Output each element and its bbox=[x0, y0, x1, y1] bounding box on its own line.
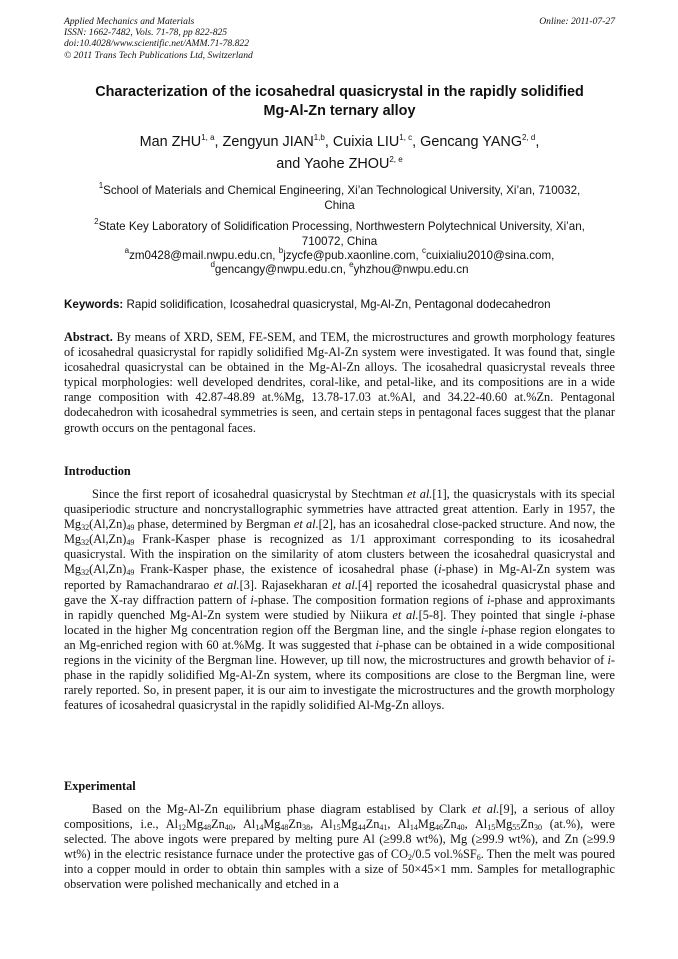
exp-text: /0.5 vol.%SF bbox=[411, 847, 477, 862]
i-phase: i bbox=[438, 562, 442, 577]
subscript: 6 bbox=[476, 853, 481, 863]
intro-text: [5-8]. They pointed that single bbox=[418, 607, 580, 622]
subscript: 49 bbox=[126, 523, 135, 533]
subscript: 32 bbox=[81, 523, 90, 533]
subscript: 40 bbox=[456, 823, 465, 833]
element-mg: Mg bbox=[417, 817, 435, 832]
subscript: 38 bbox=[302, 823, 311, 833]
affiliation-2-sup: 2 bbox=[94, 217, 99, 226]
separator: , bbox=[232, 817, 243, 832]
keywords bbox=[64, 297, 615, 312]
emails-line-1 bbox=[64, 246, 615, 263]
subscript: 44 bbox=[357, 823, 366, 833]
email-list bbox=[64, 246, 615, 277]
affiliation-2-line-2: 710072, China bbox=[301, 235, 378, 248]
exp-text: (at.%), were selected. The above ingots were prepared by melting pure Al (≥99.8 wt%), Mg (≥99.9 wt%), and Zn (≥99.9 wt%) in the electric resistance furnace under the protective gas of CO bbox=[64, 817, 615, 862]
subscript: 14 bbox=[255, 823, 264, 833]
exp-text: . Then the melt was poured into a copper mould in order to obtain thin samples with a size of 50×45×1 mm. Samples for metallographic observation were polished mechanically and etched in a bbox=[64, 847, 616, 892]
intro-text: -phase region elongates to an Mg-enriched region with 60 at.%Mg. It was suggested that bbox=[64, 622, 615, 652]
emails-line-2 bbox=[64, 260, 615, 277]
experimental-heading: Experimental bbox=[64, 779, 136, 793]
subscript: 15 bbox=[332, 823, 341, 833]
author-3: Cuixia LIU bbox=[332, 134, 400, 150]
intro-text: [2], has an icosahedral close-packed structure. And now, the Mg bbox=[64, 517, 615, 547]
email-e-sup: e bbox=[349, 260, 354, 269]
affiliation-1-line-1 bbox=[64, 183, 615, 198]
intro-text: phase, determined by Bergman bbox=[134, 517, 294, 532]
journal-header bbox=[64, 16, 615, 61]
doi-line: doi:10.4028/www.scientific.net/AMM.71-78.822 bbox=[64, 38, 250, 50]
author-5-sup: 2, e bbox=[389, 155, 403, 164]
author-2-sup: 1,b bbox=[313, 133, 325, 142]
intro-etal: et al. bbox=[392, 607, 419, 622]
subscript: 32 bbox=[81, 568, 90, 578]
keywords-text: Rapid solidification, Icosahedral quasicrystal, Mg-Al-Zn, Pentagonal dodecahedron bbox=[126, 298, 551, 311]
intro-etal: et al. bbox=[332, 577, 358, 592]
element-zn: Zn bbox=[520, 817, 534, 832]
element-al: Al bbox=[397, 817, 410, 832]
exp-etal: et al. bbox=[472, 802, 500, 816]
affiliation-1-text: School of Materials and Chemical Engineering, Xi’an Technological University, Xi’an, 710032, bbox=[103, 184, 581, 197]
author-list bbox=[64, 131, 615, 175]
experimental-paragraph bbox=[64, 802, 615, 893]
abstract-text: By means of XRD, SEM, FE-SEM, and TEM, the microstructures and growth morphology features of icosahedral quasicrystal for rapidly solidified Mg-Al-Zn system were investigated. It was found that, single icosahedral quasicrystal can be obtained in the Mg-Al-Zn alloys. The icosahedral quasicrystal reveals three typical morphologies: well developed dendrites, coral-like, and petal-like, and its compositions are in a wide range composition with 42.87-48.89 at.%Mg, 13.78-17.03 at.%Al, and 34.22-40.60 at.%Zn. Pentagonal dodecahedron with icosahedral symmetries is seen, and certain steps in pentagonal faces suggest that the planar growth occurs on the pentagonal faces. bbox=[64, 330, 615, 435]
keywords-label: Keywords: bbox=[64, 298, 124, 311]
affiliation-1 bbox=[64, 183, 615, 213]
element-al: Al bbox=[243, 817, 256, 832]
element-mg: Mg bbox=[340, 817, 358, 832]
intro-text: -phase and approximants in rapidly quenched Mg-Al-Zn system were studied by Niikura bbox=[64, 592, 616, 622]
intro-text: [1], the quasicrystals with its special quasiperiodic structure and noncrystallographic symmetries have attracted great attention. Early in 1957, the Mg bbox=[64, 487, 615, 532]
title-line-1: Characterization of the icosahedral quasicrystal in the rapidly solidified bbox=[95, 84, 584, 100]
affiliation-2-text: State Key Laboratory of Solidification Processing, Northwestern Polytechnical University, Xi’an, bbox=[98, 220, 585, 233]
intro-etal: et al. bbox=[407, 487, 433, 501]
affiliation-2-line-1 bbox=[64, 219, 615, 234]
exp-text: [9], a serious of alloy compositions, i.e., Al bbox=[64, 802, 615, 832]
element-mg: Mg bbox=[186, 817, 204, 832]
separator: , bbox=[464, 817, 475, 832]
subscript: 15 bbox=[487, 823, 496, 833]
subscript: 32 bbox=[81, 538, 90, 548]
title-line-2: Mg-Al-Zn ternary alloy bbox=[263, 103, 416, 119]
email-a[interactable]: zm0428@mail.nwpu.edu.cn, bbox=[129, 249, 276, 262]
intro-text: Since the first report of icosahedral quasicrystal by Stechtman bbox=[92, 487, 408, 501]
element-al: Al bbox=[320, 817, 333, 832]
subscript: 40 bbox=[224, 823, 233, 833]
journal-name: Applied Mechanics and Materials bbox=[64, 16, 195, 27]
authors-line-2 bbox=[64, 153, 615, 175]
element-zn: Zn bbox=[365, 817, 380, 832]
intro-text: Frank-Kasper phase, the existence of icosahedral phase ( bbox=[134, 562, 439, 577]
email-d[interactable]: gencangy@nwpu.edu.cn, bbox=[214, 263, 346, 276]
element-al: Al bbox=[474, 817, 488, 832]
email-c[interactable]: cuixialiu2010@sina.com, bbox=[425, 249, 555, 262]
authors-line-1: Man ZHU$^{1, a}$, Zengyun JIAN$^{1,b}$, Cuixia LIU$^{1, c}$, Gencang YANG$^{2, d}$, bbox=[139, 133, 540, 150]
author-3-sup: 1, c bbox=[399, 133, 413, 142]
element-zn: Zn bbox=[443, 817, 457, 832]
affiliation-1-sup: 1 bbox=[98, 181, 104, 190]
affiliation-2 bbox=[64, 219, 615, 249]
intro-text: -phase) in Mg-Al-Zn system was reported by Ramachandrarao bbox=[64, 562, 616, 592]
subscript: 49 bbox=[126, 538, 135, 548]
intro-text: (Al,Zn) bbox=[89, 562, 127, 577]
element-zn: Zn bbox=[211, 817, 225, 832]
email-d-sup: d bbox=[210, 260, 215, 269]
intro-text: Frank-Kasper phase is recognized as 1/1 approximant corresponding to its icosahedral quasicrystal. With the inspiration on the similarity of atom clusters between the icosahedral quasicrystal and Mg bbox=[64, 532, 615, 577]
issn-line: ISSN: 1662-7482, Vols. 71-78, pp 822-825 bbox=[64, 27, 228, 39]
element-mg: Mg bbox=[263, 817, 281, 832]
intro-text: -phase. The composition formation regions of bbox=[253, 592, 487, 607]
subscript: 30 bbox=[533, 823, 542, 833]
author-4-sup: 2, d bbox=[522, 133, 536, 142]
subscript: 48 bbox=[203, 823, 212, 833]
abstract bbox=[64, 330, 615, 436]
i-phase: i bbox=[579, 607, 583, 622]
intro-text: -phase can be obtained in a wide compositional regions in the vicinity of the Bergman line. However, up till now, the microstructures and growth behavior of bbox=[64, 637, 615, 668]
subscript: 2 bbox=[407, 853, 412, 863]
element-mg: Mg bbox=[495, 817, 513, 832]
intro-etal: et al. bbox=[293, 517, 319, 532]
i-phase: i bbox=[250, 592, 254, 607]
subscript: 14 bbox=[409, 823, 418, 833]
separator: , bbox=[310, 817, 321, 832]
i-phase: i bbox=[487, 592, 491, 607]
subscript: 55 bbox=[512, 823, 521, 833]
i-phase: i bbox=[375, 637, 379, 652]
intro-text: [4] reported the icosahedral quasicrystal phase and gave the X-ray diffraction pattern of bbox=[64, 577, 615, 607]
paper-title bbox=[64, 83, 615, 121]
email-a-sup: a bbox=[124, 246, 130, 255]
author-1-sup: 1, a bbox=[201, 133, 215, 142]
i-phase: i bbox=[607, 653, 611, 668]
copyright-line: © 2011 Trans Tech Publications Ltd, Switzerland bbox=[64, 49, 253, 61]
email-e[interactable]: yhzhou@nwpu.edu.cn bbox=[353, 263, 469, 276]
author-2: Zengyun JIAN bbox=[222, 134, 314, 150]
subscript: 48 bbox=[280, 823, 289, 833]
intro-text: (Al,Zn) bbox=[89, 517, 127, 532]
i-phase: i bbox=[480, 622, 485, 637]
author-5-prefix: and bbox=[276, 156, 301, 172]
intro-text: [3]. Rajasekharan bbox=[239, 577, 333, 592]
introduction-paragraph bbox=[64, 487, 615, 713]
separator: , bbox=[387, 817, 398, 832]
abstract-label: Abstract. bbox=[64, 330, 113, 344]
intro-text: -phase located in the higher Mg concentration region off the Bergman line, and the single bbox=[64, 607, 615, 637]
email-b-sup: b bbox=[278, 246, 284, 255]
intro-etal: et al. bbox=[213, 577, 240, 592]
subscript: 12 bbox=[178, 823, 187, 833]
subscript: 41 bbox=[379, 823, 388, 833]
online-date: Online: 2011-07-27 bbox=[539, 16, 615, 27]
author-4: Gencang YANG bbox=[420, 134, 523, 150]
author-1: Man ZHU bbox=[139, 134, 202, 150]
intro-text: (Al,Zn) bbox=[89, 532, 127, 547]
subscript: 49 bbox=[126, 568, 135, 578]
affiliation-1-line-2: China bbox=[324, 199, 355, 212]
element-zn: Zn bbox=[288, 817, 303, 832]
introduction-heading: Introduction bbox=[64, 464, 131, 478]
email-c-sup: c bbox=[421, 246, 426, 255]
author-5: Yaohe ZHOU bbox=[304, 156, 390, 172]
intro-text: -phase in the rapidly solidified Mg-Al-Zn system, where its compositions are close to the Bergman line, were rarely reported. So, in present paper, it is our aim to investigate the microstructures and the growth morphology features of icosahedral quasicrystal in the rapidly solidified Al-Mg-Zn alloys. bbox=[64, 653, 615, 713]
email-b[interactable]: jzycfe@pub.xaonline.com, bbox=[283, 249, 419, 262]
subscript: 46 bbox=[435, 823, 443, 833]
exp-text: Based on the Mg-Al-Zn equilibrium phase diagram establised by Clark bbox=[92, 802, 473, 816]
